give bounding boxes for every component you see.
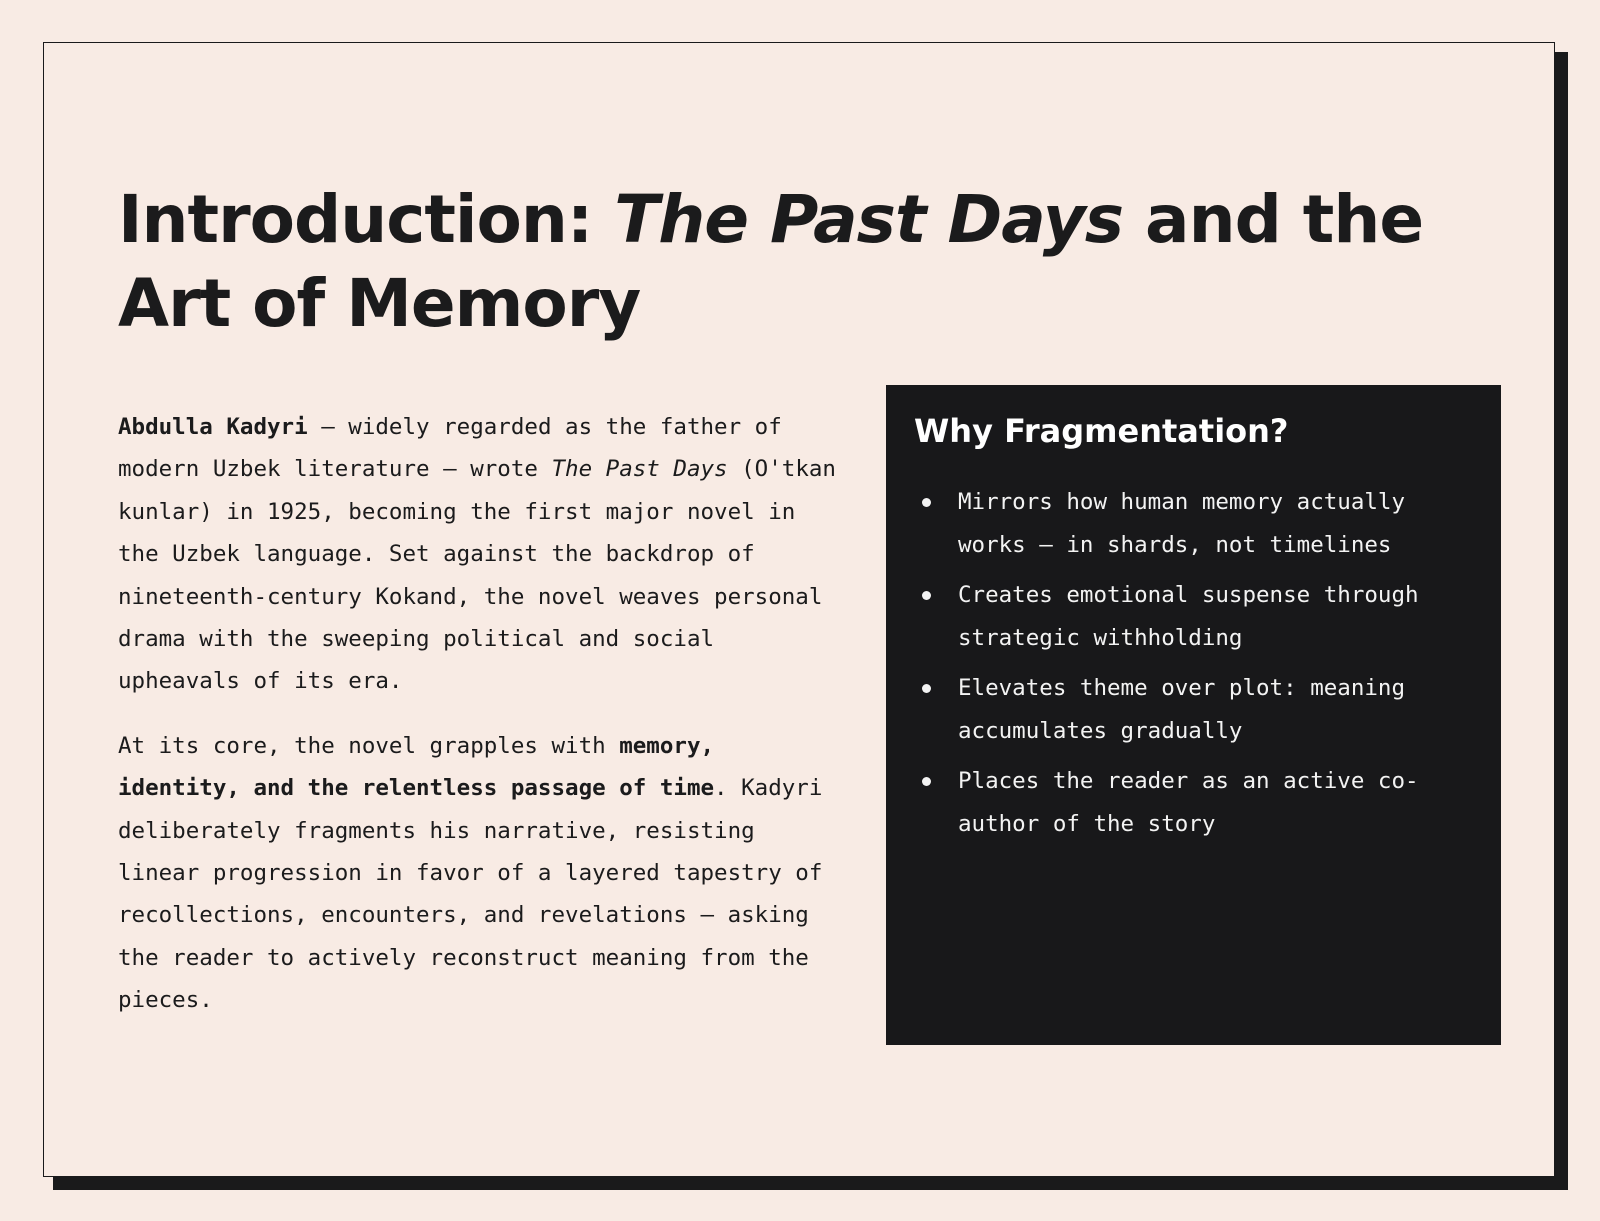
core-paragraph [118,725,843,1022]
body-text-column [118,406,843,1022]
title-suffix: and the Art of Memory [118,181,1424,342]
list-item-text: Places the reader as an active co-author of the story [958,768,1419,837]
bullet-icon [922,684,931,693]
list-item-text: Creates emotional suspense through strategic withholding [958,582,1419,651]
sidebar-heading: Why Fragmentation? [914,412,1289,450]
list-item [914,667,1473,752]
intro-text-a: — widely regarded as the father of modern Uzbek literature — wrote [118,414,782,483]
list-item [914,574,1473,659]
title-italic: The Past Days [614,181,1124,258]
intro-text-b: (O'tkan kunlar) in 1925, becoming the first major novel in the Uzbek language. Set against the backdrop of nineteenth-century Kokand, the novel weaves personal drama with the sweeping political and social upheavals of its era. [118,456,836,695]
list-item-text: Mirrors how human memory actually works — in shards, not timelines [958,489,1406,558]
why-fragmentation-panel [886,385,1501,1045]
intro-paragraph [118,406,843,703]
core-text-a: At its core, the novel grapples with [118,732,620,759]
sidebar-list [914,481,1473,845]
bullet-icon [922,777,931,786]
bullet-icon [922,591,931,600]
page-title [118,178,1518,346]
core-bold-phrase: memory, identity, and the relentless passage of time [118,732,715,802]
title-prefix: Introduction: [118,181,615,258]
core-text-b: . Kadyri deliberately fragments his narrative, resisting linear progression in favor of a layered tapestry of recollections, encounters, and revelations — asking the reader to actively reconstruct meaning from the pieces. [118,775,823,1014]
bullet-icon [922,498,931,507]
list-item [914,760,1473,845]
author-name: Abdulla Kadyri [118,414,308,440]
list-item-text: Elevates theme over plot: meaning accumulates gradually [958,675,1406,744]
list-item [914,481,1473,566]
novel-title: The Past Days [551,456,728,483]
